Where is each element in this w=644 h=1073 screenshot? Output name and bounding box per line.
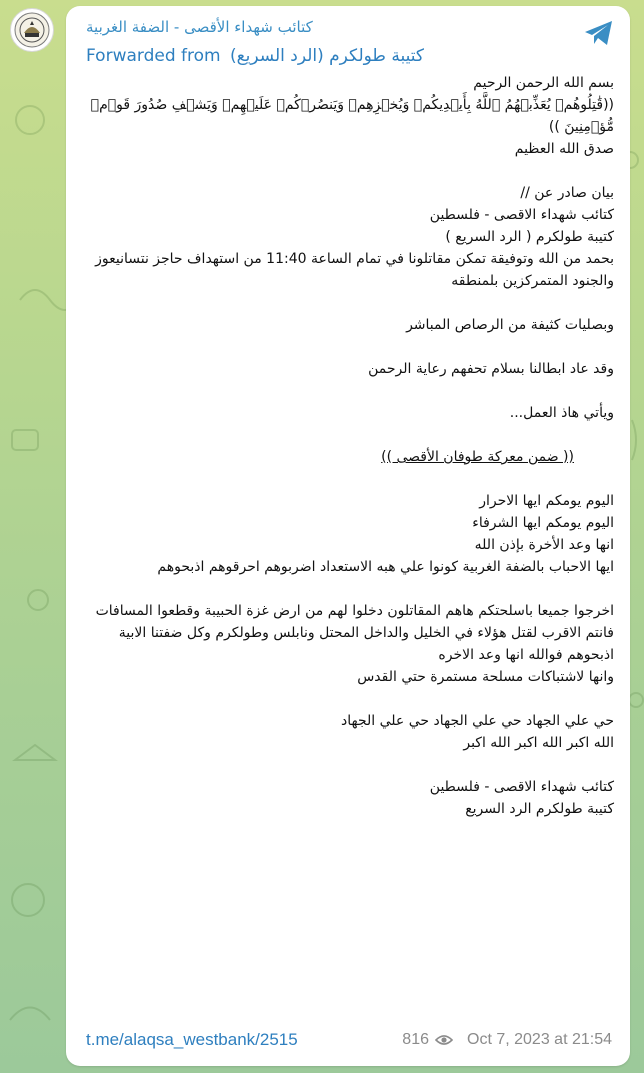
channel-name[interactable]: كتائب شهداء الأقصى - الضفة الغربية — [86, 18, 313, 36]
message-line: حي علي الجهاد حي علي الجهاد حي علي الجهاد — [341, 713, 614, 729]
forwarded-from[interactable] — [86, 46, 424, 66]
message-line: صدق الله العظيم — [514, 141, 614, 157]
message-line: الله اكبر الله اكبر الله اكبر — [463, 735, 614, 751]
message-line: ايها الاحباب بالضفة الغربية كونوا علي هبه الاستعداد اضربوهم احرقوهم اذبحوهم — [157, 559, 614, 575]
message-blank-line — [76, 688, 614, 710]
message-blank-line — [76, 468, 614, 490]
message-blank-line — [76, 578, 614, 600]
message-line: ويأتي هاذ العمل... — [509, 405, 614, 421]
message-blank-line — [76, 292, 614, 314]
message-line: كتيبة طولكرم الرد السريع — [465, 801, 614, 817]
message-line: بحمد من الله وتوفيقة تمكن مقاتلونا في تمام الساعة 11:40 من استهداف حاجز نتسانيعوز والجنود المتمركزين بلمنطقه — [95, 251, 614, 289]
message-blank-line — [76, 424, 614, 446]
post-link[interactable]: t.me/alaqsa_westbank/2515 — [86, 1030, 298, 1049]
channel-logo-icon — [13, 11, 51, 49]
message-line: اذبحوهم فوالله انها وعد الاخره — [438, 647, 614, 663]
message-blank-line — [76, 336, 614, 358]
message-line: كتائب شهداء الاقصى - فلسطين — [429, 779, 614, 795]
message-line: وقد عاد ابطالنا بسلام تحفهم رعاية الرحمن — [368, 361, 614, 377]
message-line: اخرجوا جميعا باسلحتكم هاهم المقاتلون دخلوا لهم من ارض غزة الحبيبة وقطعوا المسافات — [95, 603, 614, 619]
channel-avatar[interactable] — [10, 8, 54, 52]
message-line: اليوم يومكم ايها الشرفاء — [472, 515, 614, 531]
message-line: اليوم يومكم ايها الاحرار — [479, 493, 614, 509]
eye-icon — [435, 1034, 453, 1046]
message-footer — [86, 1028, 612, 1052]
forwarded-from-prefix: Forwarded from — [86, 46, 221, 66]
message-blank-line — [76, 754, 614, 776]
message-blank-line — [76, 380, 614, 402]
message-timestamp: Oct 7, 2023 at 21:54 — [467, 1031, 612, 1048]
message-line: كتائب شهداء الاقصى - فلسطين — [429, 207, 614, 223]
message-text — [76, 72, 614, 820]
message-line: وانها لاشتباكات مسلحة مستمرة حتي القدس — [357, 669, 614, 685]
share-button[interactable] — [582, 18, 616, 48]
message-line: انها وعد الأخرة بإذن الله — [474, 537, 614, 553]
message-line: كتيبة طولكرم ( الرد السريع ) — [445, 229, 614, 245]
view-count: 816 — [402, 1031, 429, 1048]
message-line-underlined: (( ضمن معركة طوفان الأقصى )) — [381, 449, 574, 465]
message-line: بسم الله الرحمن الرحيم — [473, 75, 614, 91]
forwarded-source[interactable]: كتيبة طولكرم (الرد السريع) — [230, 46, 424, 66]
telegram-share-icon — [583, 19, 615, 47]
message-line: ((قَٰتِلُوهُمۡ يُعَذِّبۡهُمُ ٱللَّهُ بِأَيۡدِيكُمۡ وَيُخۡزِهِمۡ وَيَنصُرۡكُمۡ عَلَيۡهِمۡ وَيَشۡفِ صُدُورَ قَوۡمٖ مُّؤۡمِنِينَ )) — [90, 97, 614, 135]
message-header — [66, 14, 630, 70]
message-line: وبصليات كثيفة من الرصاص المباشر — [406, 317, 614, 333]
message-meta — [402, 1031, 612, 1049]
message-line: بيان صادر عن // — [520, 185, 614, 201]
message-line: فانتم الاقرب لقتل هؤلاء في الخليل والداخل المحتل ونابلس وطولكرم وكل ضفتنا الابية — [118, 625, 614, 641]
message-blank-line — [76, 160, 614, 182]
message-bubble — [66, 6, 630, 1066]
